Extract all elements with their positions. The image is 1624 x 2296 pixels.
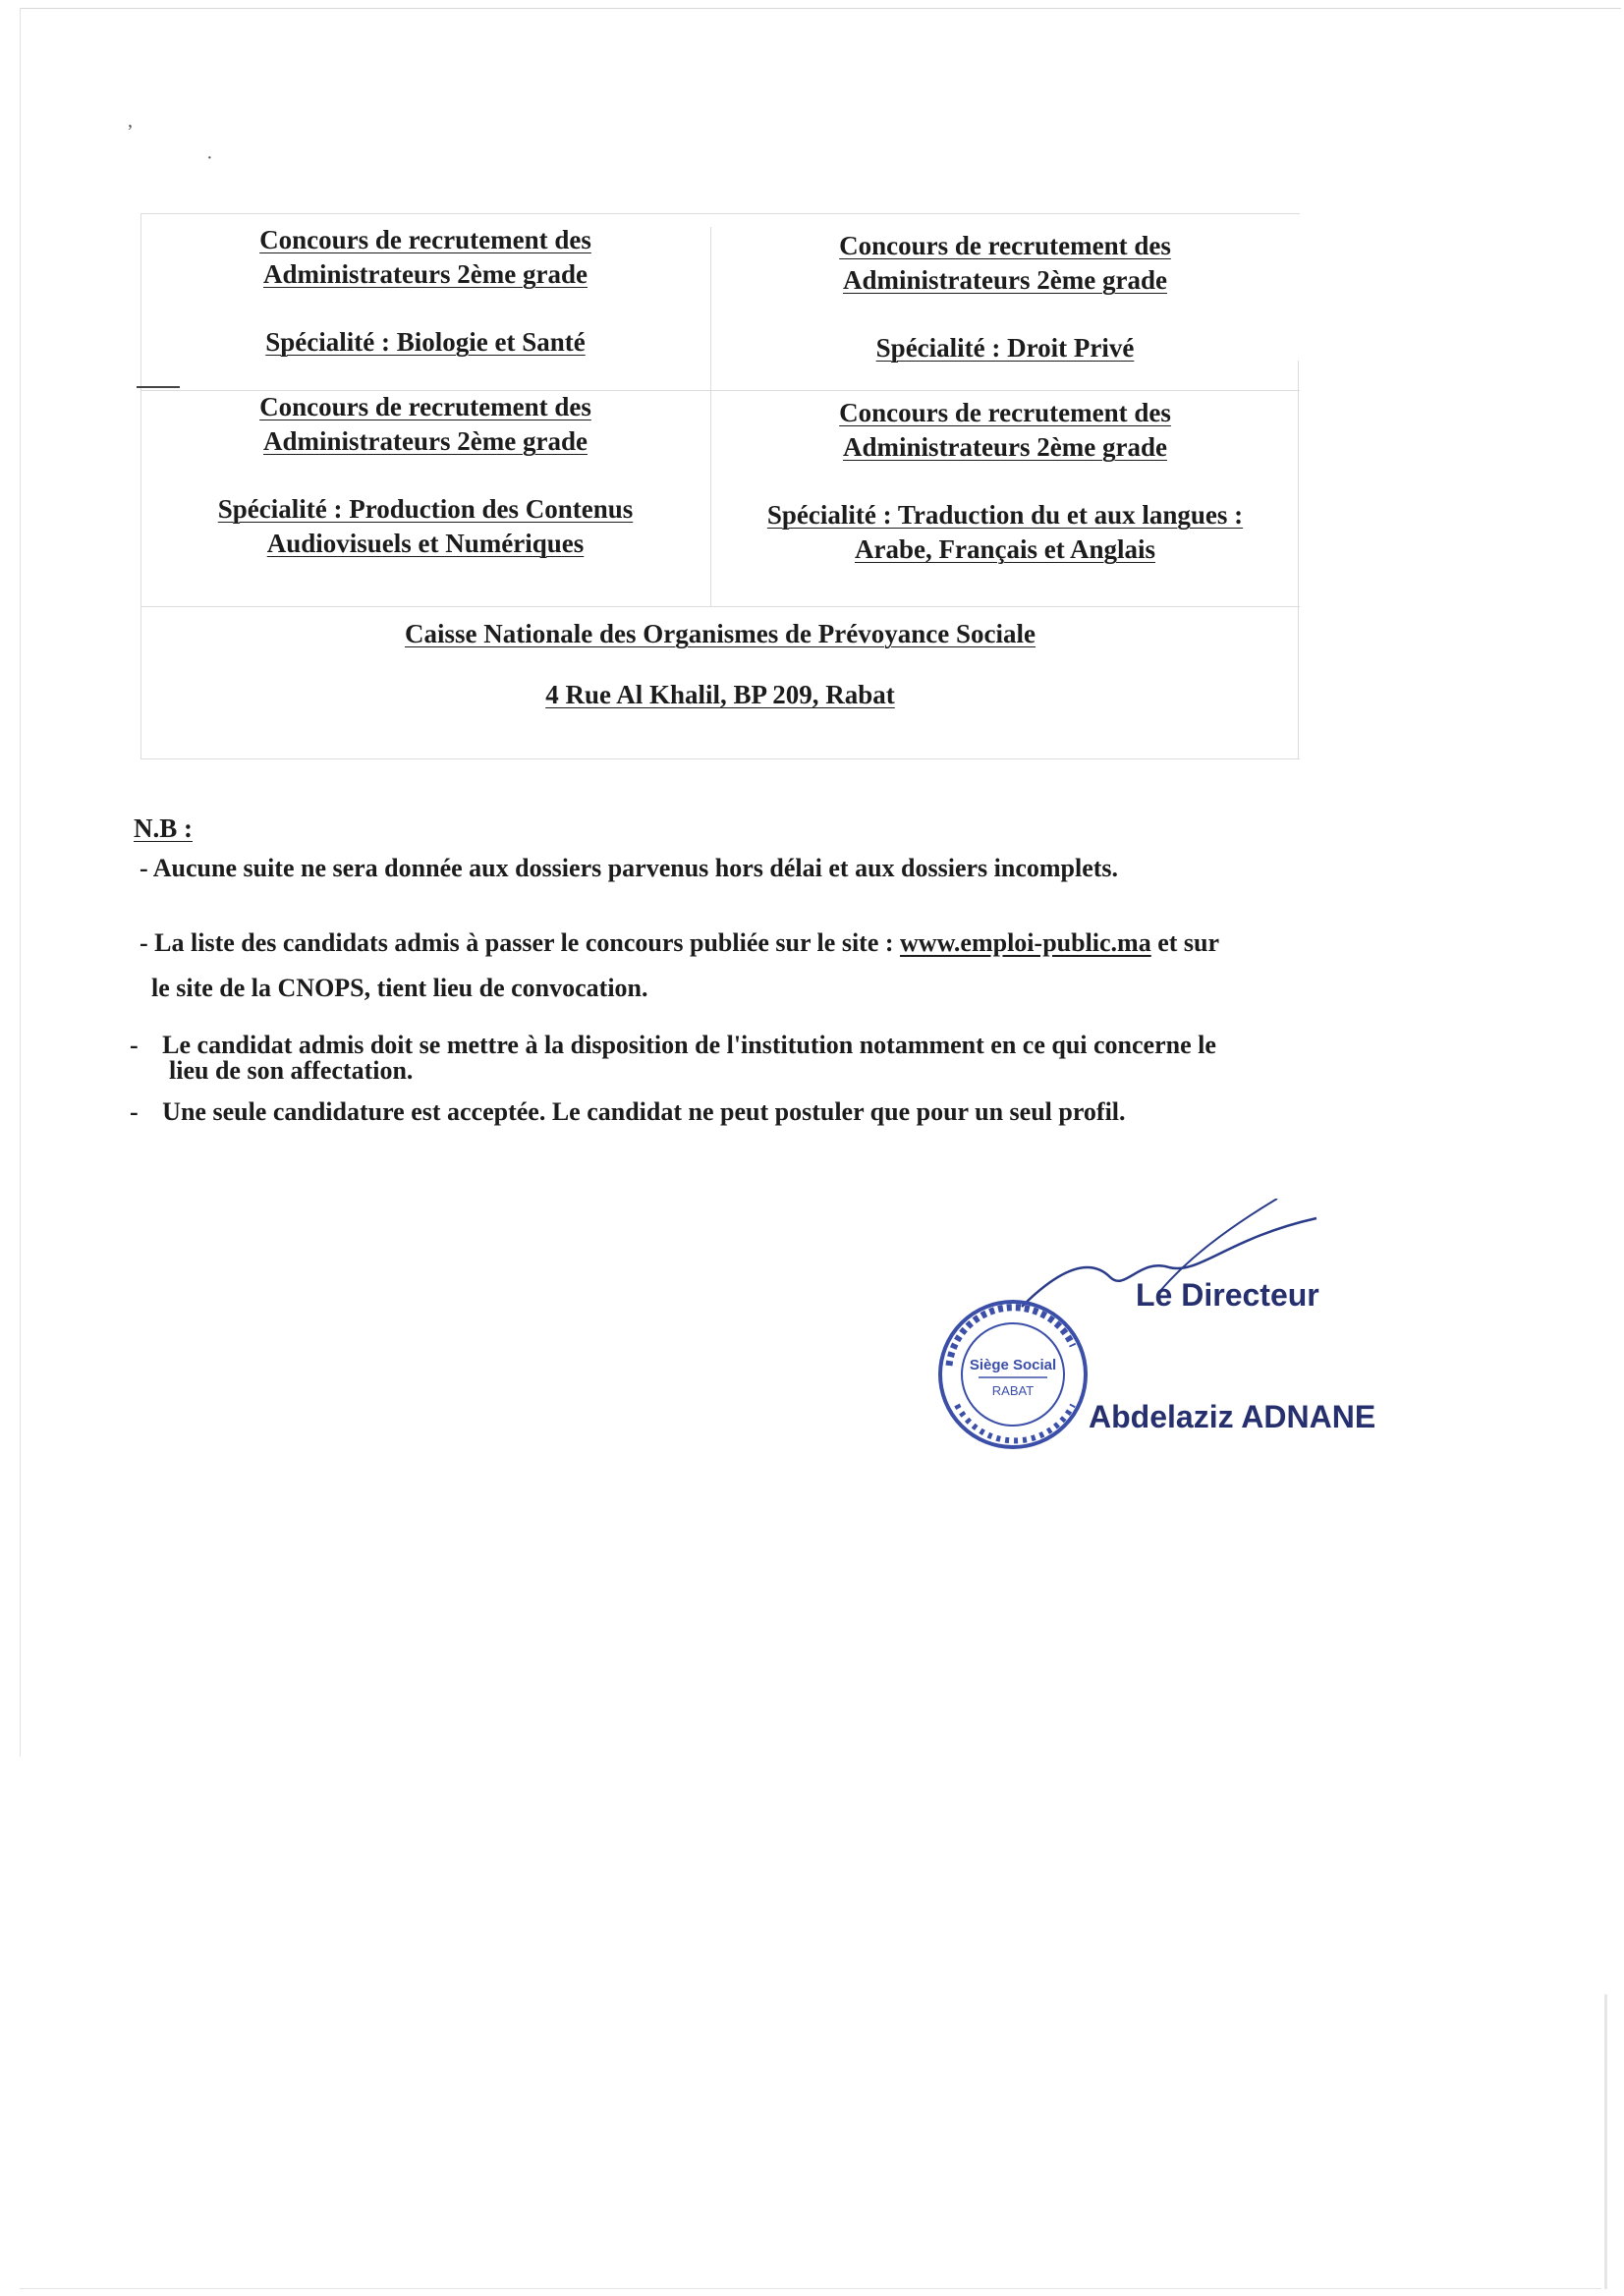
cell-title-line: Concours de recrutement des — [259, 225, 591, 254]
note-item-2-continuation: le site de la CNOPS, tient lieu de convocation. — [151, 974, 648, 1002]
notes-title: N.B : — [134, 813, 193, 843]
left-cell-2 — [140, 390, 710, 561]
right-cell-2 — [710, 396, 1300, 567]
cell-specialty-line: Spécialité : Production des Contenus — [217, 494, 634, 524]
note-text: La liste des candidats admis à passer le concours publiée sur le site : — [154, 928, 901, 957]
note-dash: - — [140, 928, 148, 957]
note-dash: - — [130, 1097, 139, 1126]
note-dash: - — [130, 1031, 139, 1059]
table-corner-mark — [137, 386, 180, 388]
note-item-3-continuation: lieu de son affectation. — [169, 1056, 414, 1085]
right-cell-1 — [710, 229, 1300, 365]
scan-speck: , — [128, 110, 133, 132]
official-stamp — [935, 1297, 1091, 1452]
cell-specialty-line: Spécialité : Droit Privé — [875, 333, 1135, 363]
note-dash: - — [140, 854, 148, 882]
cell-title-line: Concours de recrutement des — [259, 392, 591, 421]
cell-specialty-line: Spécialité : Traduction du et aux langues : — [766, 500, 1244, 530]
note-item-4 — [130, 1098, 1126, 1126]
cell-specialty-line: Spécialité : Biologie et Santé — [265, 327, 586, 357]
cell-title-line: Concours de recrutement des — [839, 398, 1171, 427]
scan-speck: · — [206, 147, 213, 169]
cell-title-line: Concours de recrutement des — [839, 231, 1171, 260]
organization-name: Caisse Nationale des Organismes de Prévoyance Sociale — [405, 619, 1036, 648]
left-cell-1 — [140, 223, 710, 360]
note-item-1 — [140, 855, 1118, 882]
note-text: et sur — [1150, 928, 1220, 957]
table-border-top — [140, 213, 1300, 214]
stamp-text-line: Siège Social — [969, 1357, 1057, 1373]
signatory-title: Le Directeur — [1136, 1277, 1319, 1313]
page-edge-left — [20, 8, 21, 1757]
organization-address: 4 Rue Al Khalil, BP 209, Rabat — [545, 680, 895, 709]
signatory-name: Abdelaziz ADNANE — [1089, 1399, 1376, 1434]
stamp-text-line: RABAT — [991, 1383, 1035, 1398]
cell-specialty-line: Audiovisuels et Numériques — [266, 529, 585, 558]
table-border-bottom — [140, 758, 1300, 759]
page-edge-right — [1604, 1994, 1607, 2289]
page-edge-top — [20, 8, 1621, 9]
note-item-3 — [130, 1032, 1216, 1059]
note-text: Une seule candidature est acceptée. Le candidat ne peut postuler que pour un seul profil. — [162, 1097, 1126, 1126]
cell-title-line: Administrateurs 2ème grade — [263, 426, 588, 456]
page-edge-bottom — [20, 2288, 1601, 2289]
note-item-2 — [140, 929, 1219, 957]
emploi-public-link[interactable]: www.emploi-public.ma — [900, 928, 1151, 957]
cell-title-line: Administrateurs 2ème grade — [843, 265, 1167, 295]
note-text: Le candidat admis doit se mettre à la disposition de l'institution notamment en ce qui concerne le — [162, 1031, 1216, 1059]
table-footer-cell — [140, 606, 1300, 712]
cell-title-line: Administrateurs 2ème grade — [843, 432, 1167, 462]
cell-title-line: Administrateurs 2ème grade — [263, 259, 588, 289]
cell-specialty-line: Arabe, Français et Anglais — [855, 534, 1155, 564]
note-text: Aucune suite ne sera donnée aux dossiers parvenus hors délai et aux dossiers incomplets. — [152, 854, 1119, 882]
recruitment-table — [140, 213, 1300, 759]
